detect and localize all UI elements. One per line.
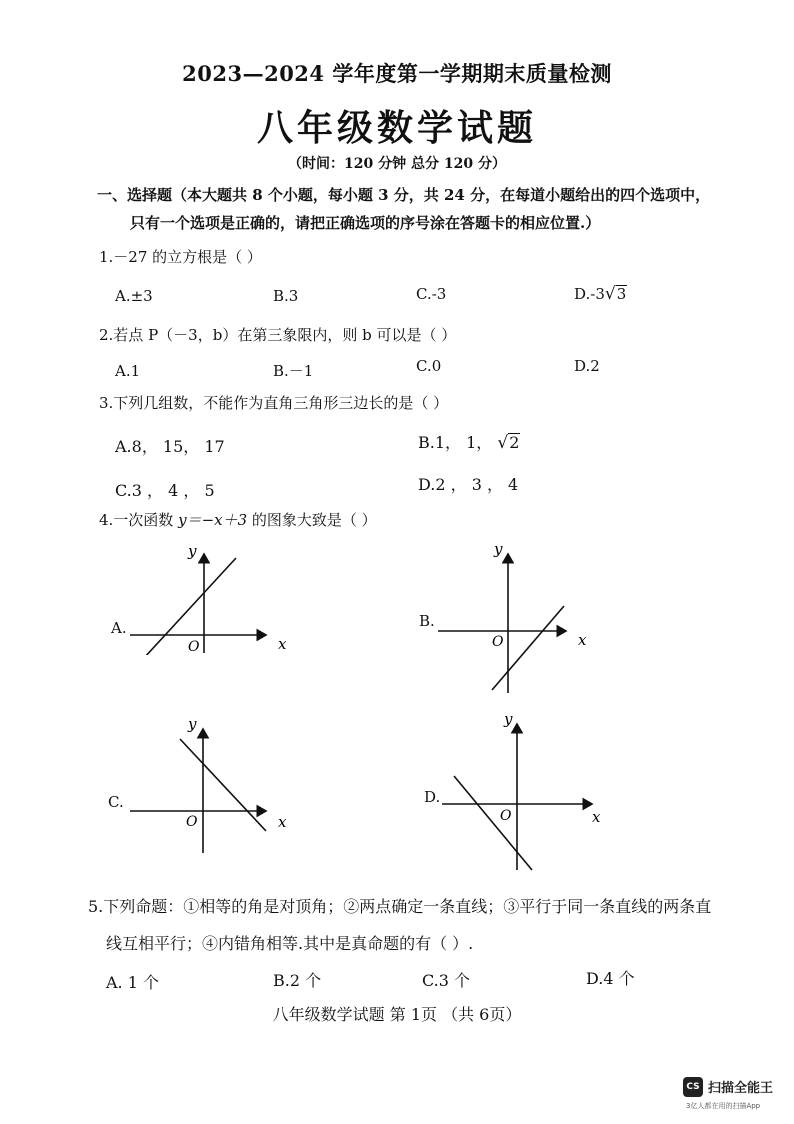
q1-option-a: A.±3 [115, 287, 153, 305]
q4-stem [99, 509, 377, 530]
origin-label: O [500, 808, 512, 824]
q2-option-c: C.0 [416, 357, 442, 375]
q4-graph-c [126, 715, 296, 855]
q3-option-c: C.3 ， 4 ， 5 [115, 481, 215, 500]
origin-label: O [186, 814, 198, 830]
function-line [454, 776, 532, 870]
q2-option-b: B.－1 [273, 362, 314, 380]
axis-x-label: x [578, 631, 587, 649]
exam-title: 八年级数学试题 [256, 107, 537, 149]
scanner-app-name: 扫描全能王 [708, 1081, 774, 1096]
q5-option-a: A. 1 个 [106, 973, 159, 992]
q1-option-c: C.-3 [416, 285, 447, 303]
q2-option-a: A.1 [115, 362, 141, 380]
axis-x-label: x [278, 635, 287, 653]
q1-option-d-radicand: 3 [616, 285, 627, 303]
q5-option-c: C.3 个 [422, 971, 471, 990]
q5-line2: 线互相平行；④内错角相等.其中是真命题的有（ ）. [106, 934, 474, 953]
scanner-app-tagline: 3亿人都在用的扫描App [686, 1102, 761, 1110]
axis-y-label: y [188, 542, 197, 560]
q3-option-b-radicand: 2 [509, 433, 520, 452]
q4-graph-b-label: B. [419, 612, 435, 630]
q3-option-b-prefix: B.1， 1， [418, 433, 498, 452]
q2-stem: 2.若点 P（－3，b）在第三象限内，则 b 可以是（ ） [99, 326, 457, 344]
axis-y-label: y [494, 540, 503, 558]
axis-x-label: x [278, 813, 287, 831]
q4-graph-a-label: A. [111, 619, 127, 637]
q5-line1: 5.下列命题：①相等的角是对顶角；②两点确定一条直线；③平行于同一条直线的两条直 [88, 897, 712, 916]
q3-option-b [418, 430, 520, 453]
q5-option-d: D.4 个 [586, 969, 635, 988]
section-heading-line2: 只有一个选项是正确的，请把正确选项的序号涂在答题卡的相应位置.） [130, 214, 601, 232]
q4-stem-suffix: 的图象大致是（ ） [247, 511, 377, 529]
q3-option-a: A.8， 15， 17 [115, 437, 225, 456]
q1-option-d-prefix: D.-3 [574, 285, 605, 303]
q5-option-b: B.2 个 [273, 971, 322, 990]
q4-graph-b [436, 538, 596, 698]
q4-graph-c-label: C. [108, 793, 124, 811]
q4-graph-d [440, 710, 610, 880]
page-footer: 八年级数学试题 第 1页 （共 6页） [272, 1005, 522, 1024]
scanner-logo-icon: CS [683, 1077, 703, 1097]
super-title: 2023—2024 学年度第一学期期末质量检测 [182, 61, 612, 86]
axis-x-label: x [592, 808, 601, 826]
q1-option-d [574, 284, 627, 304]
q4-graph-d-label: D. [424, 788, 441, 806]
axis-y-label: y [188, 715, 197, 733]
axis-y-label: y [504, 710, 513, 728]
q3-option-d: D.2 ， 3 ， 4 [418, 475, 519, 494]
origin-label: O [492, 634, 504, 650]
time-info: （时间：120 分钟 总分 120 分） [288, 156, 506, 172]
q1-stem: 1.－27 的立方根是（ ） [99, 248, 262, 266]
q4-graph-a [126, 540, 296, 655]
q1-option-b: B.3 [273, 287, 299, 305]
section-heading-line1: 一、选择题（本大题共 8 个小题，每小题 3 分，共 24 分，在每道小题给出的四个选项中， [97, 186, 711, 204]
q4-stem-prefix: 4.一次函数 [99, 511, 179, 529]
q3-stem: 3.下列几组数，不能作为直角三角形三边长的是（ ） [99, 394, 449, 412]
sqrt-symbol: √ [497, 433, 509, 453]
origin-label: O [188, 639, 200, 655]
q2-option-d: D.2 [574, 357, 600, 375]
q4-formula: y＝−x＋3 [178, 511, 248, 529]
sqrt-symbol: √ [604, 284, 616, 304]
